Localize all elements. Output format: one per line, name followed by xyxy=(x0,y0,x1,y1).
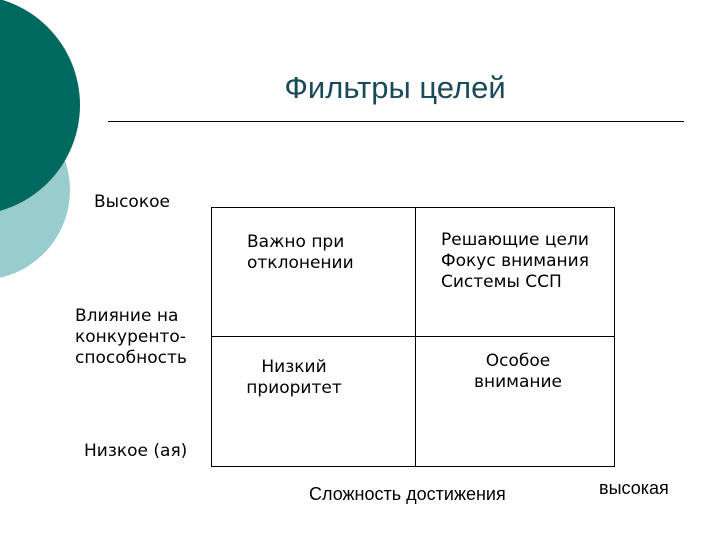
y-axis-label-line: способность xyxy=(75,348,187,368)
y-axis-low-label: Низкое (ая) xyxy=(84,441,188,461)
y-axis-high-label: Высокое xyxy=(94,192,170,212)
quadrant-text-line: Низкий xyxy=(261,357,327,377)
quadrant-text-line: отклонении xyxy=(247,253,354,273)
x-axis-high-label: высокая xyxy=(599,478,669,498)
quadrant-text-line: Системы ССП xyxy=(441,272,562,292)
quadrant-top-left xyxy=(247,232,354,274)
quadrant-text-line: внимание xyxy=(473,372,563,392)
quadrant-bottom-left xyxy=(246,357,342,399)
quadrant-text-line: приоритет xyxy=(246,378,342,398)
x-axis-label: Сложность достижения xyxy=(309,484,506,504)
page-title: Фильтры целей xyxy=(284,70,506,105)
quadrant-top-right xyxy=(441,230,589,293)
quadrant-text-line: Важно при xyxy=(247,232,345,252)
quadrant-text-line: Решающие цели xyxy=(441,230,589,250)
y-axis-label xyxy=(75,306,187,369)
y-axis-label-line: Влияние на xyxy=(75,306,179,326)
quadrant-text-line: Фокус внимания xyxy=(441,251,589,271)
quadrant-text-line: Особое xyxy=(485,351,551,371)
grid-horizontal-divider xyxy=(212,336,614,337)
decorative-circles xyxy=(0,0,80,300)
quadrant-bottom-right xyxy=(470,351,566,393)
title-divider xyxy=(108,121,684,122)
y-axis-label-line: конкуренто- xyxy=(75,327,186,347)
grid-vertical-divider xyxy=(415,208,416,466)
